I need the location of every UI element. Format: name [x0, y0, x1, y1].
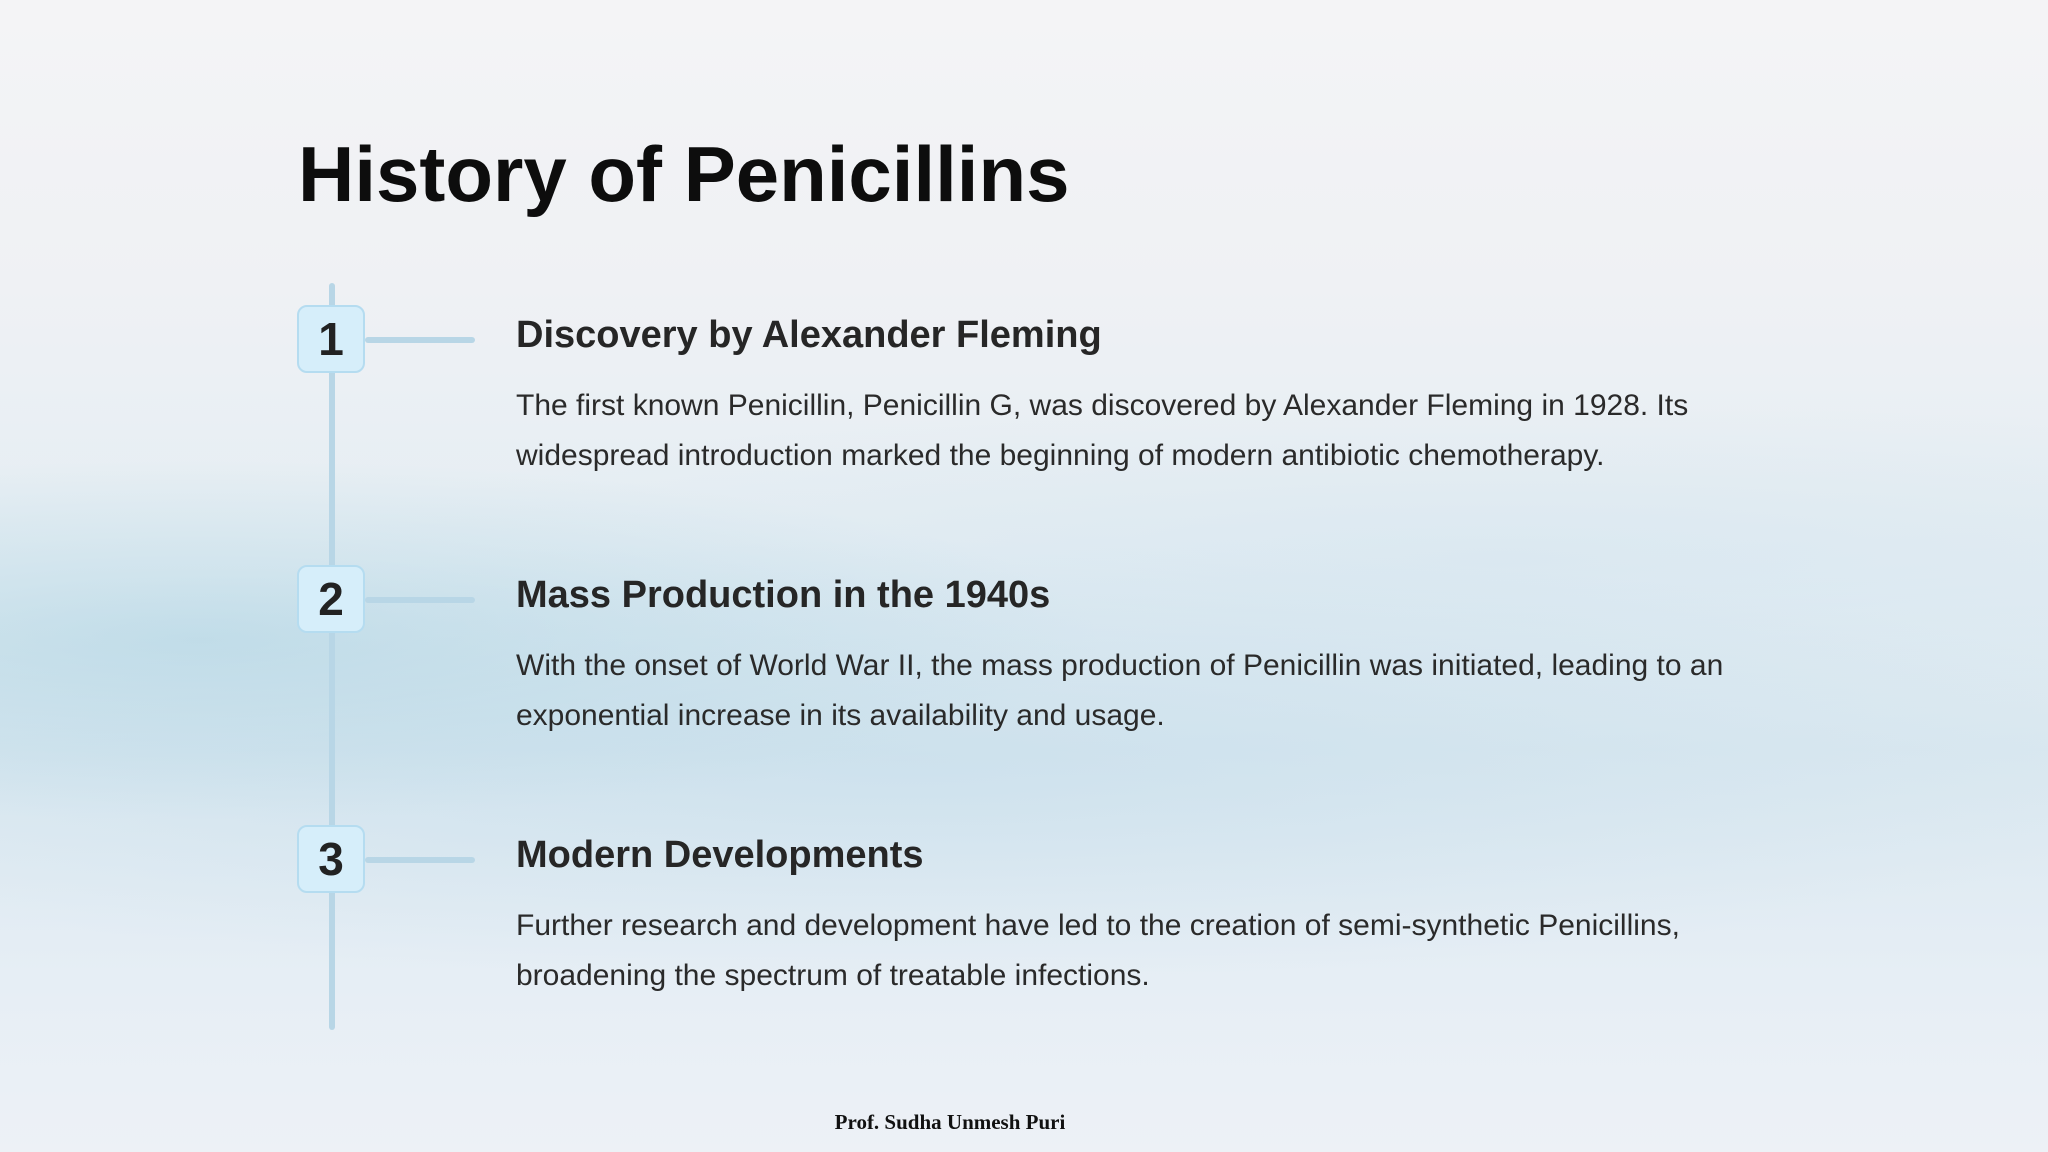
step-number-badge: 2 — [297, 565, 365, 633]
step-connector — [365, 597, 475, 603]
presenter-name: Prof. Sudha Unmesh Puri — [834, 1110, 1066, 1134]
step-connector — [365, 337, 475, 343]
step-heading: Modern Developments — [516, 834, 924, 876]
timeline-step-2 — [0, 565, 2048, 795]
step-number-badge: 1 — [297, 305, 365, 373]
slide-title: History of Penicillins — [298, 130, 1070, 218]
step-description: The first known Penicillin, Penicillin G, was discovered by Alexander Fleming in 1928. Its widespread introduction marked the beginning of modern antibiotic chemotherapy. — [516, 389, 1689, 472]
timeline-step-1 — [0, 305, 2048, 535]
step-description: With the onset of World War II, the mass production of Penicillin was initiated, leading to an exponential increase in its availability and usage. — [516, 649, 1724, 732]
step-connector — [365, 857, 475, 863]
step-heading: Discovery by Alexander Fleming — [516, 314, 1102, 356]
step-number-badge: 3 — [297, 825, 365, 893]
step-description: Further research and development have led to the creation of semi-synthetic Penicillins, broadening the spectrum of treatable infections. — [516, 909, 1680, 992]
timeline-step-3 — [0, 825, 2048, 1055]
step-heading: Mass Production in the 1940s — [516, 574, 1051, 616]
